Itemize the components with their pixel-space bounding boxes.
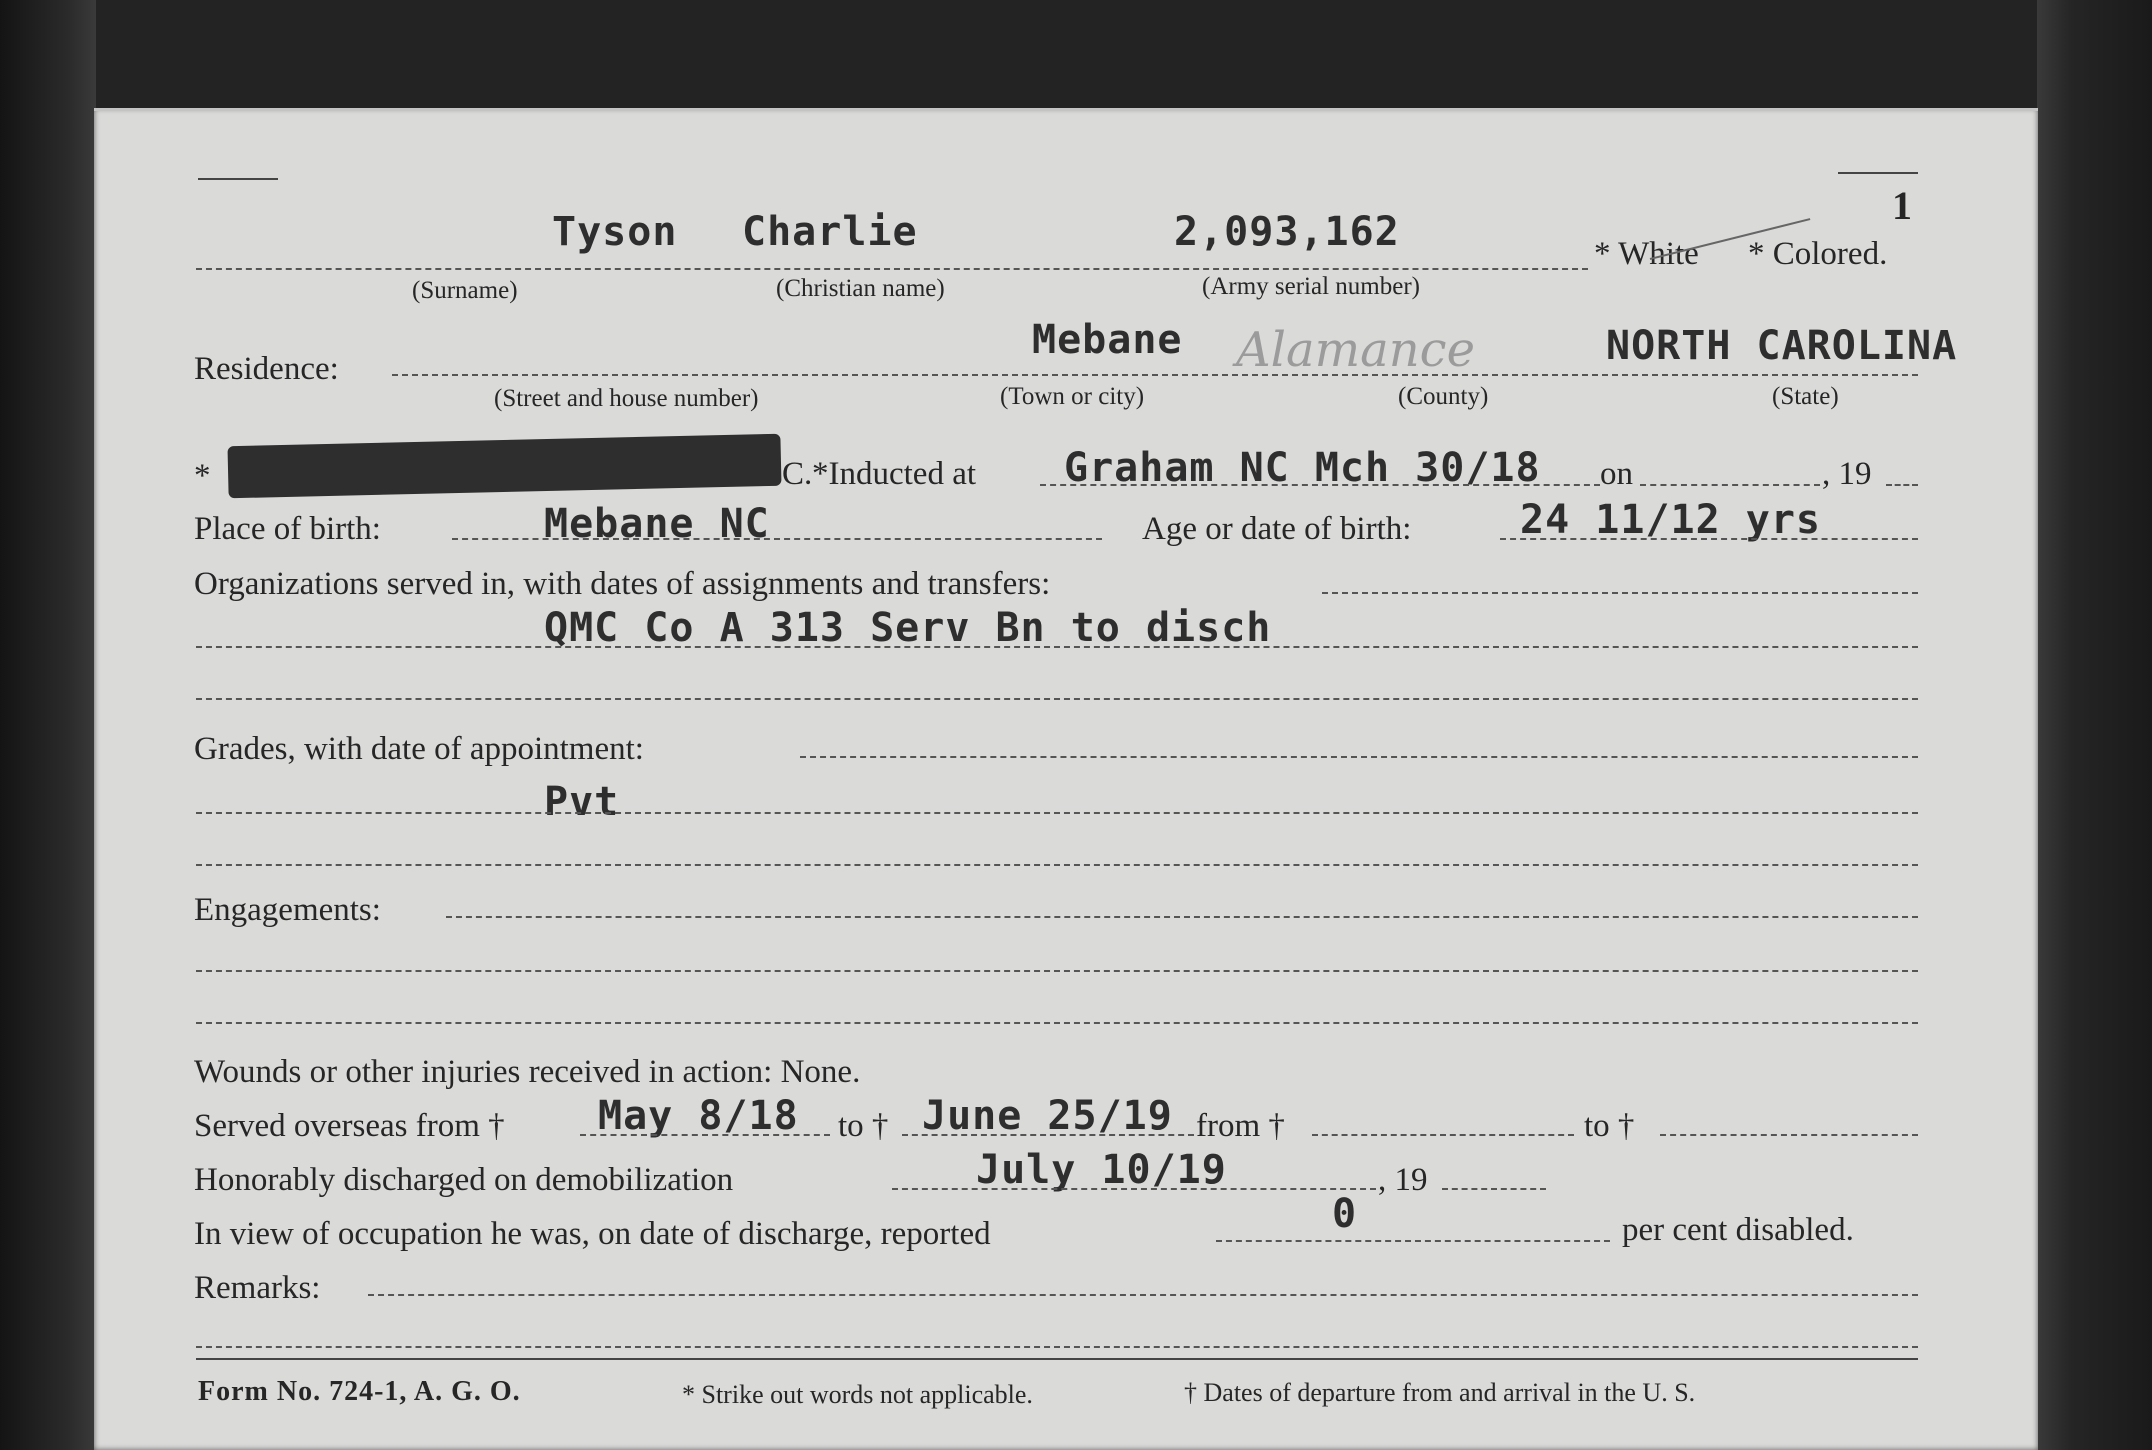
induction-asterisk: * bbox=[194, 458, 211, 494]
discharge-year-line bbox=[1442, 1188, 1546, 1190]
place-of-birth-line bbox=[452, 538, 1102, 540]
organizations-line-3 bbox=[196, 698, 1918, 700]
engagements-label: Engagements: bbox=[194, 892, 381, 928]
residence-state-value: NORTH CAROLINA bbox=[1606, 323, 1958, 369]
on-label: on bbox=[1600, 456, 1633, 492]
overseas-from-value: May 8/18 bbox=[598, 1093, 799, 1139]
strike-note: * Strike out words not applicable. bbox=[682, 1380, 1033, 1409]
serial-number-label: (Army serial number) bbox=[1202, 273, 1420, 300]
induction-year-line bbox=[1886, 484, 1918, 486]
age-value: 24 11/12 yrs bbox=[1520, 497, 1821, 543]
organizations-line-2 bbox=[196, 646, 1918, 648]
organizations-line-1 bbox=[1322, 592, 1918, 594]
grades-line-3 bbox=[196, 864, 1918, 866]
top-right-rule bbox=[1838, 172, 1918, 174]
overseas-from2-label: from † bbox=[1196, 1108, 1285, 1144]
header-line bbox=[196, 268, 1588, 270]
inducted-place-date-value: Graham NC Mch 30/18 bbox=[1064, 445, 1541, 491]
scan-background-right bbox=[2037, 0, 2152, 1450]
overseas-to-value: June 25/19 bbox=[922, 1093, 1173, 1139]
disability-suffix: per cent disabled. bbox=[1622, 1212, 1854, 1248]
footer-rule bbox=[196, 1358, 1918, 1360]
remarks-label: Remarks: bbox=[194, 1270, 321, 1306]
overseas-to2-label: to † bbox=[1584, 1108, 1635, 1144]
grades-label: Grades, with date of appointment: bbox=[194, 731, 644, 767]
age-label: Age or date of birth: bbox=[1142, 511, 1412, 547]
redacted-end: C. bbox=[782, 456, 813, 492]
overseas-to-label: to † bbox=[838, 1108, 889, 1144]
overseas-to-line bbox=[902, 1134, 1194, 1136]
place-of-birth-label: Place of birth: bbox=[194, 511, 381, 547]
disability-line bbox=[1216, 1240, 1610, 1242]
scan-background-left bbox=[0, 0, 96, 1450]
remarks-line-1 bbox=[368, 1294, 1918, 1296]
disability-value: 0 bbox=[1332, 1191, 1358, 1237]
card-number: 1 bbox=[1892, 183, 1912, 228]
serial-number-value: 2,093,162 bbox=[1174, 209, 1400, 255]
induction-line bbox=[1040, 484, 1600, 486]
remarks-line-2 bbox=[196, 1346, 1918, 1348]
inducted-label: *Inducted at bbox=[812, 456, 977, 492]
christian-name-value: Charlie bbox=[742, 209, 918, 255]
grades-line-1 bbox=[800, 756, 1918, 758]
discharge-date-value: July 10/19 bbox=[976, 1147, 1227, 1193]
residence-town-value: Mebane bbox=[1032, 317, 1183, 363]
discharge-year-label: , 19 bbox=[1378, 1162, 1428, 1198]
place-of-birth-value: Mebane NC bbox=[544, 501, 770, 547]
wounds-label: Wounds or other injuries received in action: None. bbox=[194, 1054, 861, 1090]
residence-county-handwritten: Alamance bbox=[1236, 322, 1475, 378]
top-left-rule bbox=[198, 178, 278, 180]
town-label: (Town or city) bbox=[1000, 383, 1145, 410]
discharge-label: Honorably discharged on demobilization bbox=[194, 1162, 734, 1198]
street-label: (Street and house number) bbox=[494, 385, 759, 412]
surname-value: Tyson bbox=[552, 209, 678, 255]
form-number: Form No. 724-1, A. G. O. bbox=[198, 1376, 521, 1407]
race-colored: * Colored. bbox=[1748, 236, 1888, 272]
overseas-to2-line bbox=[1660, 1134, 1918, 1136]
state-label: (State) bbox=[1772, 383, 1839, 410]
organizations-value: QMC Co A 313 Serv Bn to disch bbox=[544, 605, 1272, 651]
engagements-line-3 bbox=[196, 1022, 1918, 1024]
dates-note: † Dates of departure from and arrival in the U. S. bbox=[1184, 1378, 1696, 1407]
discharge-line bbox=[892, 1188, 1376, 1190]
engagements-line-2 bbox=[196, 970, 1918, 972]
christian-name-label: (Christian name) bbox=[776, 275, 945, 302]
race-white: * White bbox=[1594, 236, 1699, 272]
grades-value: Pvt bbox=[544, 779, 620, 825]
induction-year-label: , 19 bbox=[1822, 456, 1872, 492]
served-overseas-label: Served overseas from † bbox=[194, 1108, 505, 1144]
residence-label: Residence: bbox=[194, 351, 339, 387]
residence-line bbox=[392, 374, 1918, 376]
engagements-line-1 bbox=[446, 916, 1918, 918]
organizations-label: Organizations served in, with dates of assignments and transfers: bbox=[194, 566, 1051, 602]
disability-label: In view of occupation he was, on date of discharge, reported bbox=[194, 1216, 991, 1252]
overseas-from-line bbox=[580, 1134, 830, 1136]
age-line bbox=[1500, 538, 1918, 540]
county-label: (County) bbox=[1398, 383, 1489, 410]
grades-line-2 bbox=[196, 812, 1918, 814]
surname-label: (Surname) bbox=[412, 277, 518, 304]
overseas-from2-line bbox=[1312, 1134, 1574, 1136]
induction-on-line bbox=[1640, 484, 1820, 486]
scan-background-top bbox=[0, 0, 2152, 108]
